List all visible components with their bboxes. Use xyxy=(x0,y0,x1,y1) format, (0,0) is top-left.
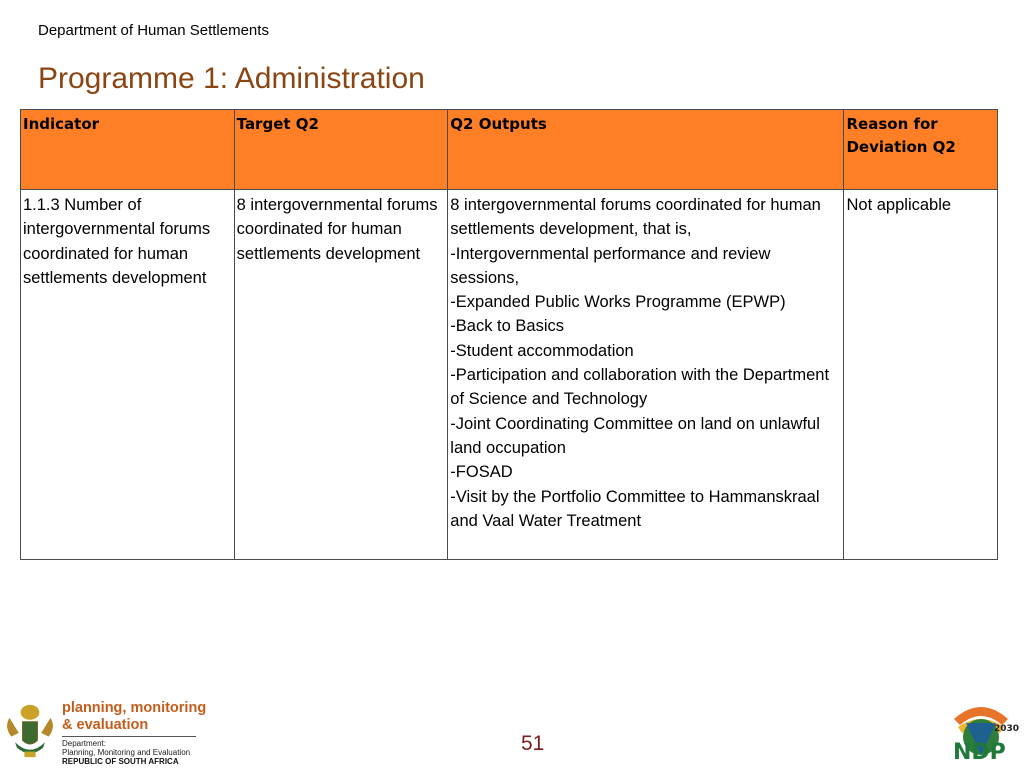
output-line: -FOSAD xyxy=(450,463,513,482)
output-line: -Back to Basics xyxy=(450,317,564,336)
dpme-logo-line1: planning, monitoring xyxy=(62,700,207,716)
page-number: 51 xyxy=(521,732,545,755)
column-header-target: Target Q2 xyxy=(234,110,448,190)
outputs-cell xyxy=(448,190,844,560)
ndp-year: 2030 xyxy=(994,724,1020,734)
dpme-logo-text xyxy=(62,700,206,766)
ndp-acronym: NDP xyxy=(953,740,1006,765)
table-header-row xyxy=(21,110,998,190)
coat-of-arms-logo xyxy=(2,698,58,764)
output-line: -Joint Coordinating Committee on land on unlawful land occupation xyxy=(450,414,820,457)
output-line: -Visit by the Portfolio Committee to Hammanskraal and Vaal Water Treatment xyxy=(450,487,820,530)
target-cell: 8 intergovernmental forums coordinated for human settlements development xyxy=(234,190,448,560)
column-header-indicator: Indicator xyxy=(21,110,235,190)
output-line: -Student accommodation xyxy=(450,341,634,360)
dpme-dept-name: Planning, Monitoring and Evaluation xyxy=(62,748,191,757)
column-header-reason: Reason for Deviation Q2 xyxy=(844,110,998,190)
reason-cell: Not applicable xyxy=(844,190,998,560)
dpme-logo-line2: & evaluation xyxy=(62,717,149,733)
indicator-cell: 1.1.3 Number of intergovernmental forums coordinated for human settlements development xyxy=(21,190,235,560)
dpme-dept-label: Department: xyxy=(62,739,107,748)
ndp-2030-logo xyxy=(946,697,1020,765)
output-line: -Intergovernmental performance and review sessions, xyxy=(450,244,771,287)
indicator-table xyxy=(20,109,998,560)
slide-title: Programme 1: Administration xyxy=(38,62,425,95)
dpme-country: REPUBLIC OF SOUTH AFRICA xyxy=(62,757,179,766)
department-header: Department of Human Settlements xyxy=(38,22,269,39)
dpme-logo-divider xyxy=(62,736,196,737)
output-line: 8 intergovernmental forums coordinated for human settlements development, that is, xyxy=(450,196,821,239)
output-line: -Participation and collaboration with the Department of Science and Technology xyxy=(450,366,830,409)
column-header-outputs: Q2 Outputs xyxy=(448,110,844,190)
table-row xyxy=(21,190,998,560)
output-line: -Expanded Public Works Programme (EPWP) xyxy=(450,293,786,312)
